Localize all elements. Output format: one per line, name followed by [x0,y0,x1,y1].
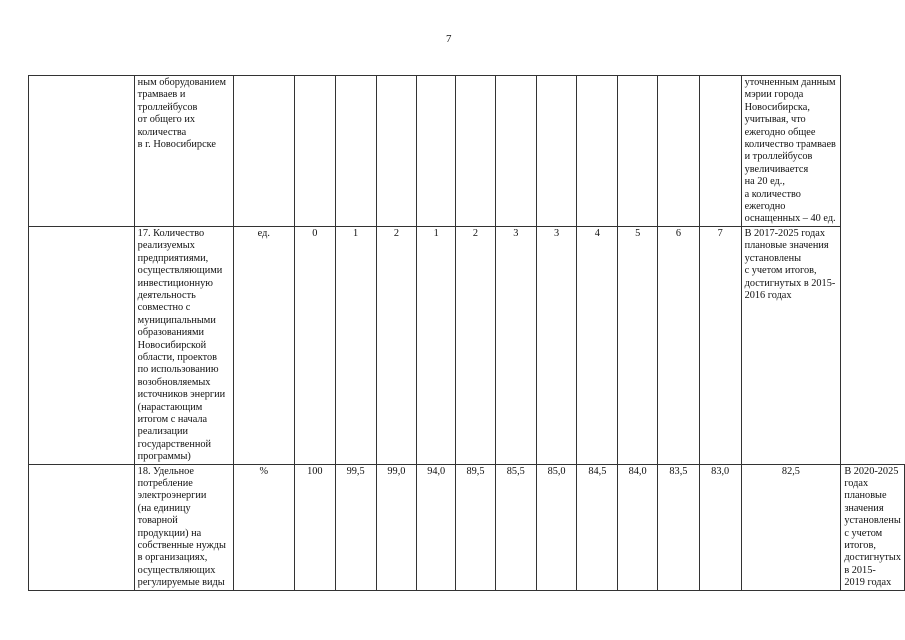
value-cell [495,76,536,227]
value-cell: 100 [294,464,335,590]
table-row [29,76,905,227]
table-row [29,464,905,590]
value-cell: 0 [294,226,335,464]
value-cell: 1 [335,226,376,464]
value-cell [376,76,417,227]
value-cell [658,76,700,227]
value-cell [536,76,577,227]
value-cell: 82,5 [741,464,841,590]
value-cell: 89,5 [456,464,496,590]
value-cell: 85,5 [495,464,536,590]
note-cell: В 2020-2025 годах плановые значения установлены с учетом итогов, достигнутых в 2015- 2019 годах [841,464,905,590]
value-cell: 2 [456,226,496,464]
value-cell: 5 [618,226,658,464]
value-cell [618,76,658,227]
value-cell [577,76,618,227]
blank-cell [29,76,135,227]
value-cell: 99,0 [376,464,417,590]
value-cell: 94,0 [417,464,456,590]
value-cell [456,76,496,227]
value-cell: 4 [577,226,618,464]
value-cell: 1 [417,226,456,464]
value-cell: 6 [658,226,700,464]
note-cell: уточненным данным мэрии города Новосибирска, учитывая, что ежегодно общее количество трамваев и троллейбусов увеличивается на 20 ед., а количество ежегодно оснащенных – 40 ед. [741,76,841,227]
indicator-name-cell: 18. Удельное потребление электроэнергии (на единицу товарной продукции) на собственные нужды в организациях, осуществляющих регулируемые виды [134,464,233,590]
value-cell: 7 [699,226,741,464]
indicator-name-cell: 17. Количество реализуемых предприятиями, осуществляющими инвестиционную деятельность совместно с муниципальными образованиями Новосибирской области, проектов по использованию возобновляемых источников энергии (нарастающим итогом с начала реализации государственной программы) [134,226,233,464]
value-cell: 83,0 [699,464,741,590]
value-cell [294,76,335,227]
indicators-table [28,75,905,591]
value-cell: 99,5 [335,464,376,590]
table-row [29,226,905,464]
value-cell: 83,5 [658,464,700,590]
value-cell [335,76,376,227]
blank-cell [29,464,135,590]
value-cell: 3 [536,226,577,464]
value-cell: 2 [376,226,417,464]
unit-cell [233,76,294,227]
value-cell [417,76,456,227]
value-cell: 84,5 [577,464,618,590]
indicator-name-cell: ным оборудованием трамваев и троллейбусов от общего их количества в г. Новосибирске [134,76,233,227]
note-cell: В 2017-2025 годах плановые значения установлены с учетом итогов, достигнутых в 2015- 2016 годах [741,226,841,464]
value-cell: 84,0 [618,464,658,590]
value-cell: 85,0 [536,464,577,590]
unit-cell: ед. [233,226,294,464]
value-cell [699,76,741,227]
unit-cell: % [233,464,294,590]
blank-cell [29,226,135,464]
value-cell: 3 [495,226,536,464]
page-number: 7 [446,33,452,45]
